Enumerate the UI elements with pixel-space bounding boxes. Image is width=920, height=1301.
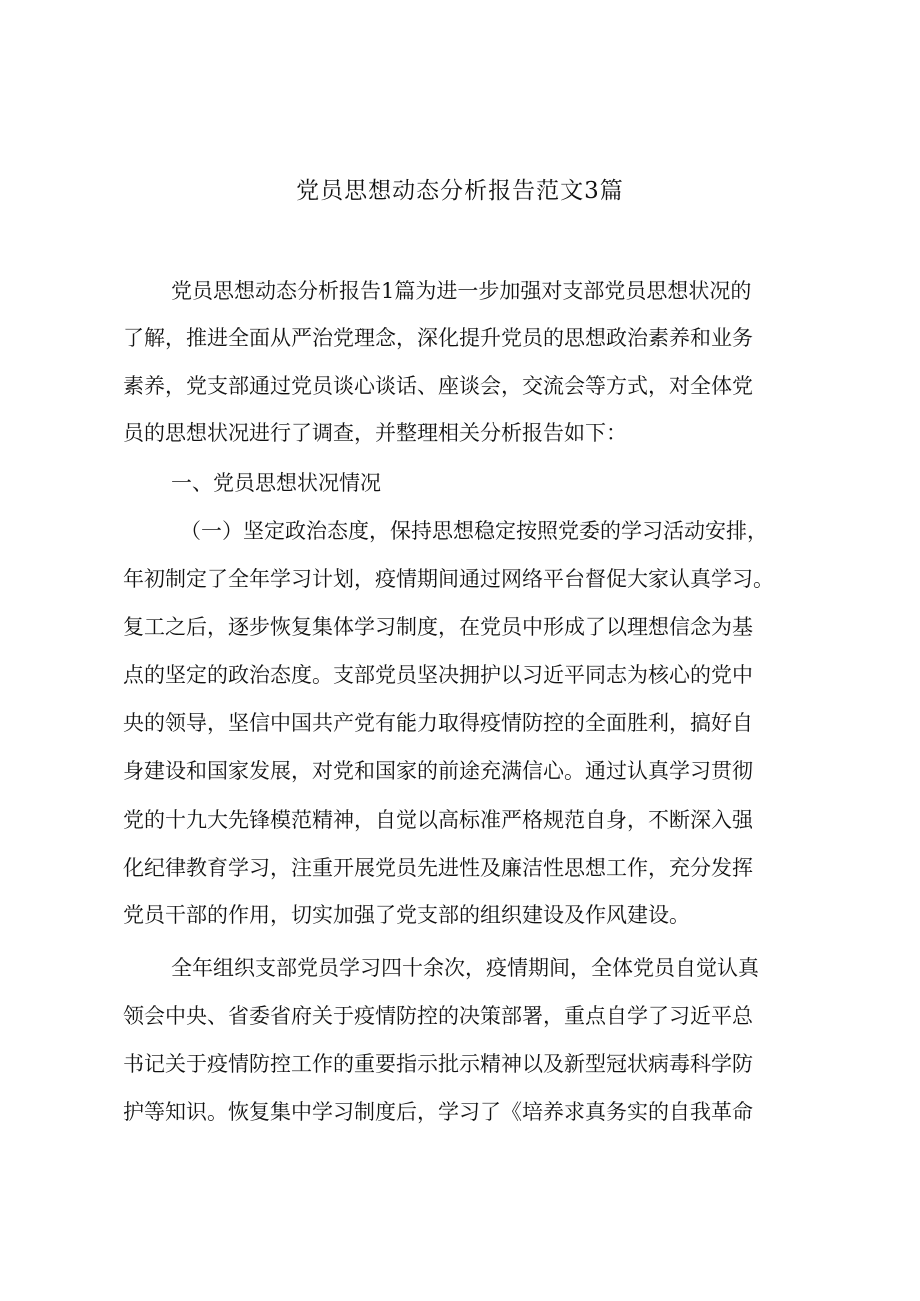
paragraph-1-line-4: 员的思想状况进行了调查，并整理相关分析报告如下： <box>123 421 627 445</box>
paragraph-4-line-1: 全年组织支部党员学习四十余次，疫情期间，全体党员自觉认真 <box>171 956 759 980</box>
paragraph-3-line-3: 复工之后，逐步恢复集体学习制度，在党员中形成了以理想信念为基 <box>123 615 753 639</box>
paragraph-3-line-4: 点的坚定的政治态度。支部党员坚决拥护以习近平同志为核心的党中 <box>123 663 753 687</box>
section-heading-1: 一、党员思想状况情况 <box>171 471 381 495</box>
paragraph-3-line-1: （一）坚定政治态度，保持思想稳定按照党委的学习活动安排， <box>180 519 768 543</box>
paragraph-4-line-3: 书记关于疫情防控工作的重要指示批示精神以及新型冠状病毒科学防 <box>123 1052 753 1076</box>
paragraph-1-line-1: 党员思想动态分析报告1篇为进一步加强对支部党员思想状况的 <box>171 279 752 303</box>
paragraph-3-line-9: 党员干部的作用，切实加强了党支部的组织建设及作风建设。 <box>123 903 690 927</box>
paragraph-1-line-2: 了解，推进全面从严治党理念，深化提升党员的思想政治素养和业务 <box>123 326 753 350</box>
paragraph-3-line-6: 身建设和国家发展，对党和国家的前途充满信心。通过认真学习贯彻 <box>123 759 753 783</box>
paragraph-4-line-4: 护等知识。恢复集中学习制度后，学习了《培养求真务实的自我革命 <box>123 1100 753 1124</box>
paragraph-3-line-5: 央的领导，坚信中国共产党有能力取得疫情防控的全面胜利，搞好自 <box>123 711 753 735</box>
document-title: 党员思想动态分析报告范文3篇 <box>296 178 624 204</box>
paragraph-1-line-3: 素养，党支部通过党员谈心谈话、座谈会，交流会等方式，对全体党 <box>123 374 753 398</box>
paragraph-3-line-2: 年初制定了全年学习计划，疫情期间通过网络平台督促大家认真学习。 <box>123 567 774 591</box>
paragraph-3-line-8: 化纪律教育学习，注重开展党员先进性及廉洁性思想工作，充分发挥 <box>123 856 753 880</box>
paragraph-3-line-7: 党的十九大先锋模范精神，自觉以高标准严格规范自身，不断深入强 <box>123 808 753 832</box>
paragraph-4-line-2: 领会中央、省委省府关于疫情防控的决策部署，重点自学了习近平总 <box>123 1004 753 1028</box>
